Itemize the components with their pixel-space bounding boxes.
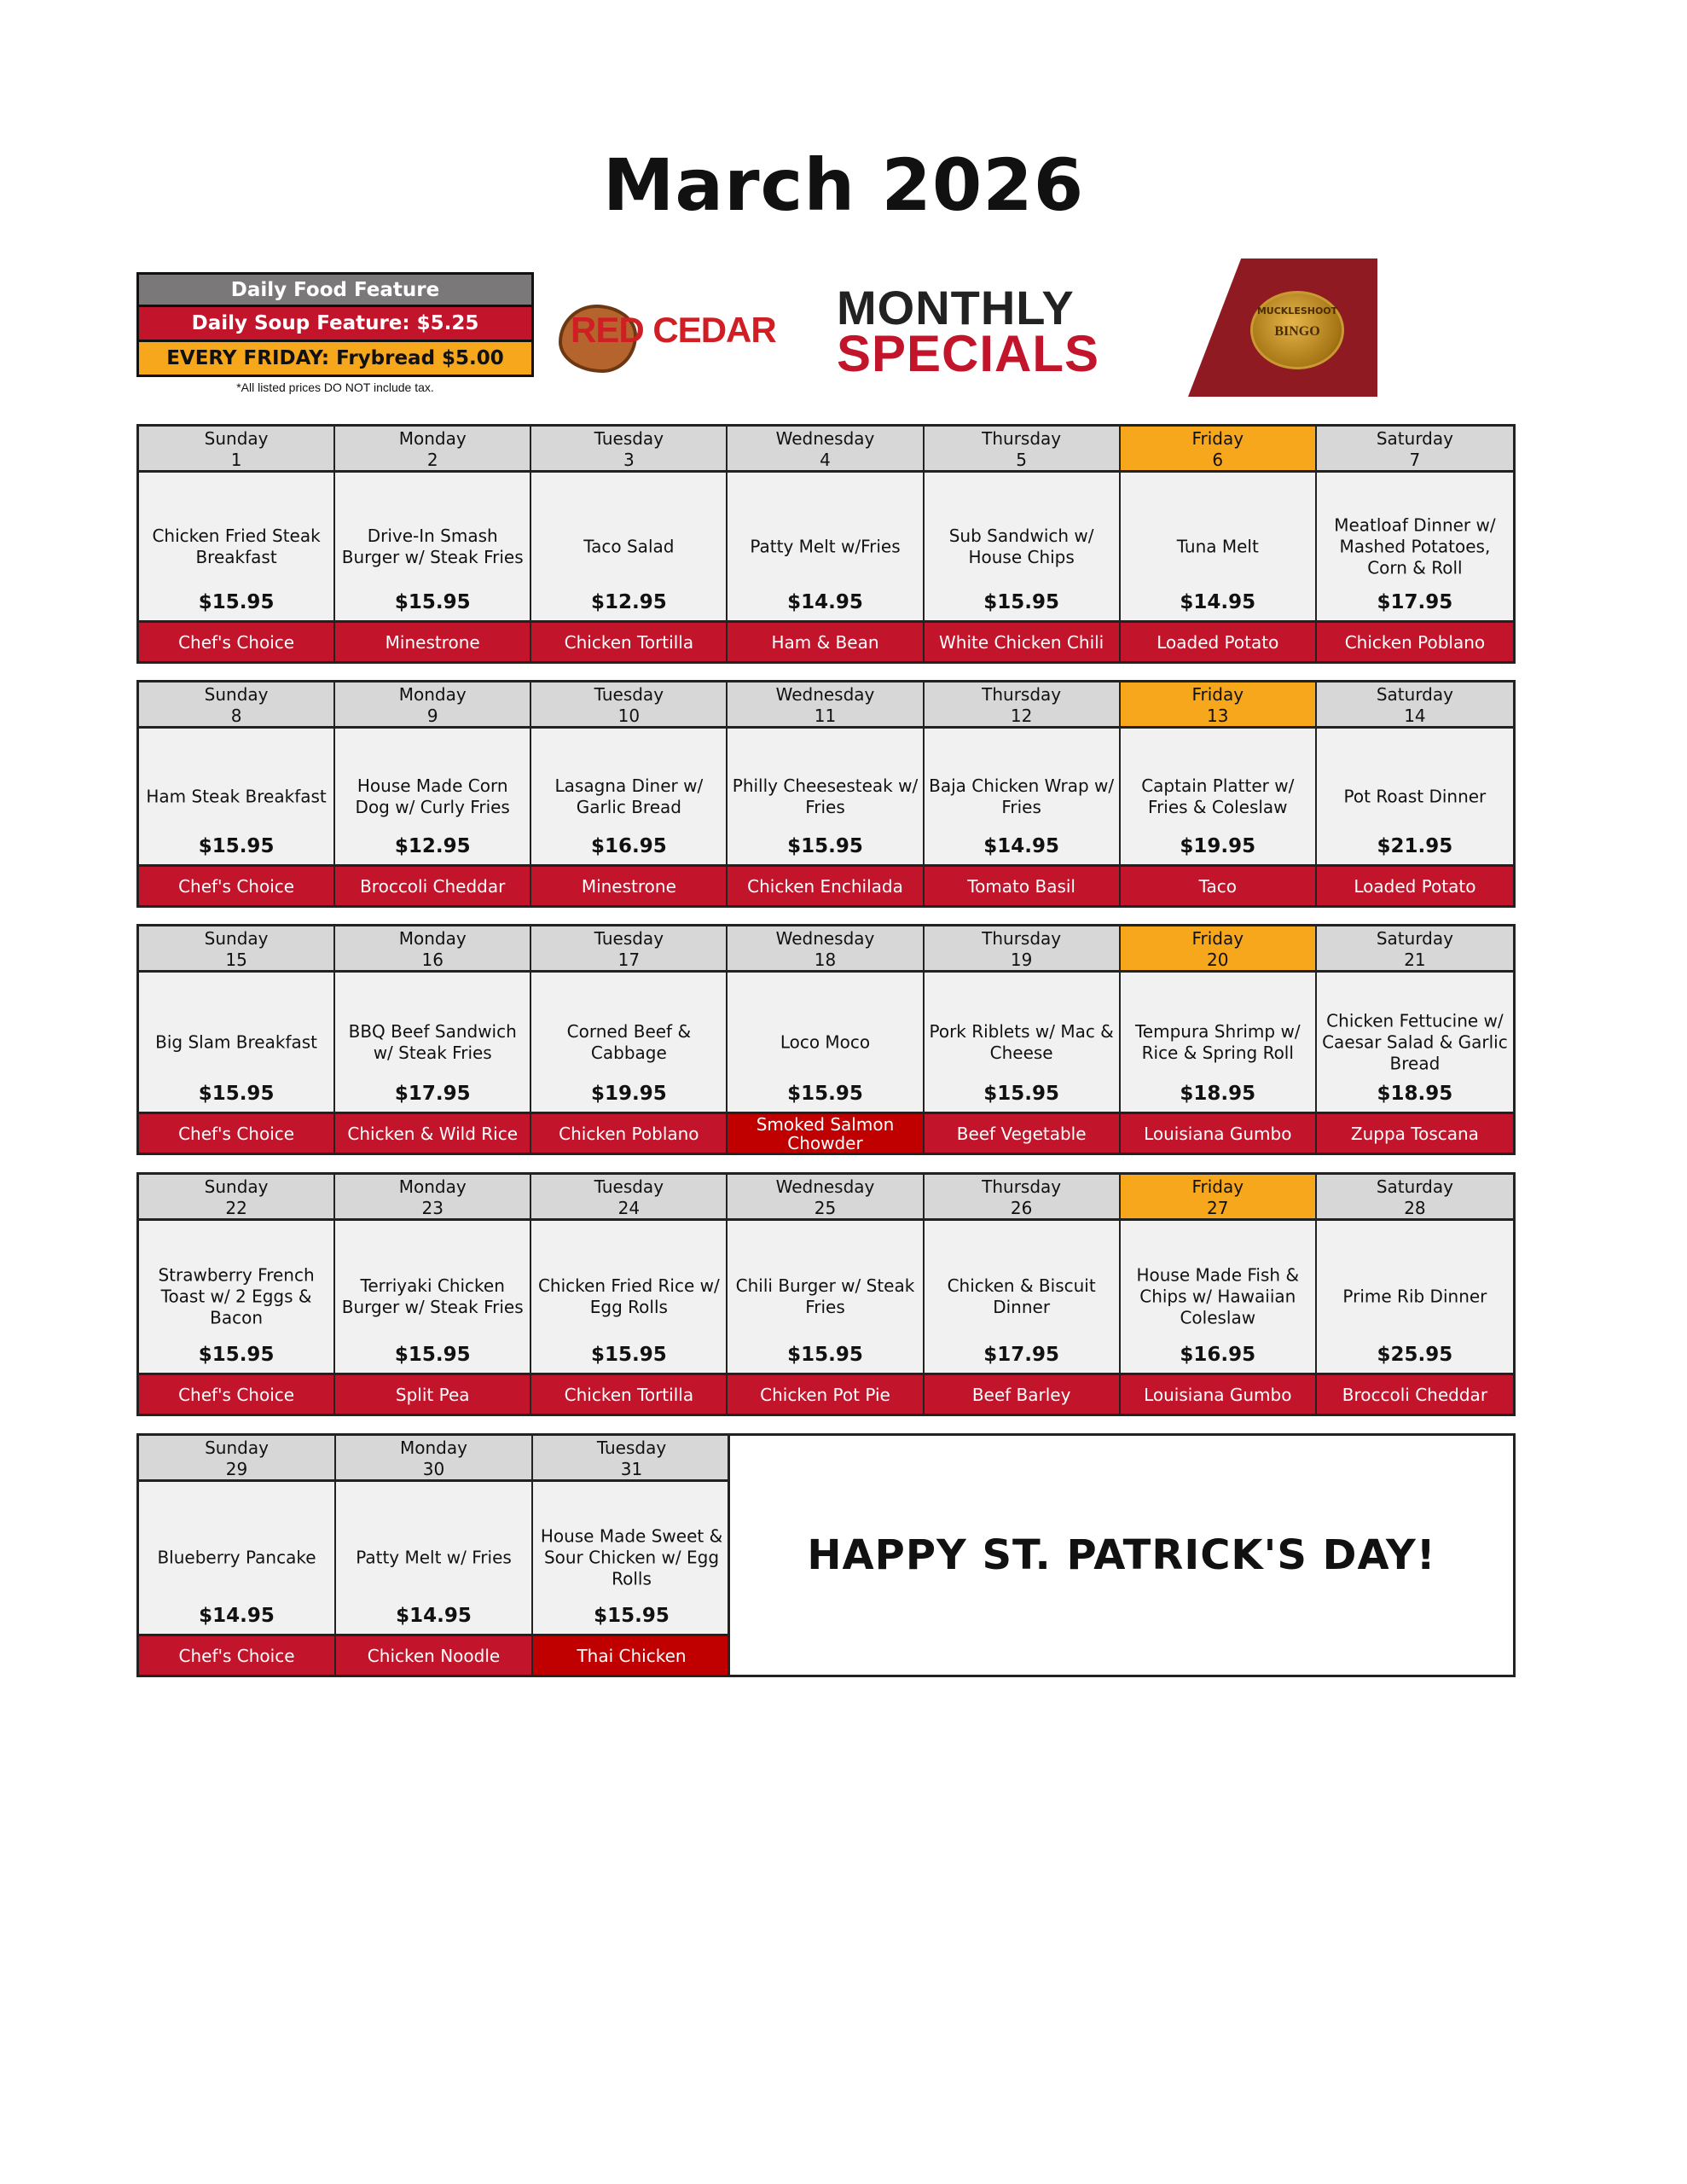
food-price: $17.95 <box>1377 591 1453 613</box>
food-name: Loco Moco <box>780 1031 871 1052</box>
food-name: House Made Corn Dog w/ Curly Fries <box>355 775 510 817</box>
day-of-week: Monday <box>398 428 467 449</box>
soup-feature: White Chicken Chili <box>925 620 1119 661</box>
day-cell <box>728 1175 924 1414</box>
food-feature <box>531 973 726 1112</box>
food-price: $14.95 <box>983 835 1060 857</box>
day-cell <box>1121 682 1317 905</box>
day-number: 20 <box>1207 950 1229 970</box>
food-price: $15.95 <box>198 1083 275 1105</box>
day-header <box>533 1436 730 1482</box>
food-feature <box>531 729 726 864</box>
soup-feature: Chef's Choice <box>139 864 333 905</box>
food-feature <box>728 973 922 1112</box>
day-of-week: Wednesday <box>775 684 875 705</box>
day-cell <box>1317 1175 1513 1414</box>
food-price: $15.95 <box>394 591 471 613</box>
banner-line-1: MONTHLY <box>837 281 1075 334</box>
day-header <box>1121 1175 1315 1221</box>
food-feature <box>1121 473 1315 620</box>
day-of-week: Saturday <box>1376 684 1453 705</box>
day-header <box>728 427 922 473</box>
soup-feature: Louisiana Gumbo <box>1121 1373 1315 1414</box>
day-of-week: Tuesday <box>596 1438 667 1458</box>
legend-soup-feature: Daily Soup Feature: $5.25 <box>136 307 534 342</box>
food-price: $14.95 <box>1180 591 1256 613</box>
food-price: $16.95 <box>590 835 667 857</box>
day-of-week: Thursday <box>982 928 1062 949</box>
food-name: Patty Melt w/Fries <box>750 536 901 556</box>
day-number: 18 <box>814 950 837 970</box>
food-name: House Made Fish & Chips w/ Hawaiian Coleslaw <box>1136 1264 1300 1328</box>
food-price: $21.95 <box>1377 835 1453 857</box>
bingo-seal-icon <box>1250 291 1344 369</box>
day-of-week: Friday <box>1191 1176 1244 1197</box>
food-name: Meatloaf Dinner w/ Mashed Potatoes, Corn & Roll <box>1334 514 1496 578</box>
day-header <box>1317 1175 1513 1221</box>
food-price: $15.95 <box>983 1083 1060 1105</box>
food-price: $15.95 <box>198 591 275 613</box>
day-header <box>139 926 333 973</box>
food-price: $17.95 <box>983 1344 1060 1366</box>
food-feature <box>925 1221 1119 1373</box>
food-price: $15.95 <box>198 1344 275 1366</box>
day-number: 14 <box>1404 706 1426 726</box>
food-name: Tempura Shrimp w/ Rice & Spring Roll <box>1134 1020 1301 1063</box>
food-price: $15.95 <box>787 835 863 857</box>
day-header <box>925 1175 1119 1221</box>
food-name: Strawberry French Toast w/ 2 Eggs & Bacon <box>158 1264 315 1328</box>
legend-food-feature: Daily Food Feature <box>136 272 534 307</box>
food-feature <box>1317 729 1513 864</box>
food-name: Big Slam Breakfast <box>155 1031 318 1052</box>
food-price: $15.95 <box>590 1344 667 1366</box>
tax-note: *All listed prices DO NOT include tax. <box>236 380 434 394</box>
day-header <box>531 1175 726 1221</box>
soup-feature: Chef's Choice <box>139 1634 334 1675</box>
day-number: 7 <box>1409 450 1421 470</box>
day-number: 24 <box>617 1198 641 1218</box>
soup-feature: Chicken Poblano <box>1317 620 1513 661</box>
food-name: Baja Chicken Wrap w/ Fries <box>929 775 1115 817</box>
day-cell <box>1317 926 1513 1153</box>
day-of-week: Thursday <box>982 428 1062 449</box>
day-cell <box>728 427 924 661</box>
food-price: $15.95 <box>198 835 275 857</box>
day-header <box>139 682 333 729</box>
food-feature <box>139 473 333 620</box>
day-of-week: Friday <box>1191 428 1244 449</box>
food-feature <box>728 1221 922 1373</box>
soup-feature: Chicken Pot Pie <box>728 1373 922 1414</box>
day-cell <box>139 1175 335 1414</box>
food-feature <box>335 729 530 864</box>
day-header <box>139 1436 334 1482</box>
day-header <box>335 1175 530 1221</box>
food-name: Tuna Melt <box>1176 536 1259 556</box>
week-row <box>136 680 1516 908</box>
food-price: $15.95 <box>594 1605 670 1627</box>
soup-feature: Louisiana Gumbo <box>1121 1112 1315 1153</box>
day-cell <box>925 427 1121 661</box>
day-number: 1 <box>230 450 242 470</box>
day-number: 26 <box>1010 1198 1033 1218</box>
food-price: $19.95 <box>590 1083 667 1105</box>
legend <box>136 272 534 394</box>
food-price: $15.95 <box>787 1344 863 1366</box>
monthly-specials-banner <box>540 258 1377 397</box>
food-name: Captain Platter w/ Fries & Coleslaw <box>1141 775 1295 817</box>
food-feature <box>336 1482 531 1634</box>
day-header <box>1121 682 1315 729</box>
food-price: $14.95 <box>787 591 863 613</box>
food-feature <box>1317 1221 1513 1373</box>
day-header <box>925 926 1119 973</box>
soup-feature: Minestrone <box>335 620 530 661</box>
soup-feature: Chicken Tortilla <box>531 1373 726 1414</box>
day-cell <box>531 926 728 1153</box>
day-cell <box>925 682 1121 905</box>
food-feature <box>1121 973 1315 1112</box>
food-name: Pork Riblets w/ Mac & Cheese <box>929 1020 1114 1063</box>
food-feature <box>1317 473 1513 620</box>
food-feature <box>139 729 333 864</box>
day-number: 3 <box>623 450 635 470</box>
day-header <box>728 926 922 973</box>
day-cell <box>531 682 728 905</box>
red-cedar-logo: RED CEDAR <box>571 310 776 350</box>
soup-feature: Split Pea <box>335 1373 530 1414</box>
day-number: 15 <box>225 950 247 970</box>
day-cell <box>925 1175 1121 1414</box>
day-number: 12 <box>1010 706 1033 726</box>
day-header <box>925 682 1119 729</box>
food-name: Blueberry Pancake <box>157 1547 316 1568</box>
soup-feature: Loaded Potato <box>1317 864 1513 905</box>
food-name: Drive-In Smash Burger w/ Steak Fries <box>341 525 524 567</box>
day-of-week: Sunday <box>205 1438 269 1458</box>
day-number: 2 <box>426 450 438 470</box>
day-cell <box>1317 682 1513 905</box>
seal-top-text: MUCKLESHOOT <box>1256 305 1338 317</box>
day-cell <box>139 682 335 905</box>
soup-feature: Thai Chicken <box>533 1634 730 1675</box>
day-cell <box>335 427 531 661</box>
day-of-week: Monday <box>398 684 467 705</box>
week-row <box>136 1172 1516 1416</box>
week-row <box>136 424 1516 664</box>
day-number: 23 <box>421 1198 443 1218</box>
soup-feature: Chicken Poblano <box>531 1112 726 1153</box>
soup-feature: Beef Vegetable <box>925 1112 1119 1153</box>
day-number: 9 <box>426 706 438 726</box>
food-feature <box>139 1221 333 1373</box>
day-number: 19 <box>1010 950 1033 970</box>
food-feature <box>139 1482 334 1634</box>
day-header <box>531 926 726 973</box>
day-number: 27 <box>1207 1198 1229 1218</box>
day-number: 31 <box>620 1459 643 1479</box>
day-cell <box>533 1436 730 1675</box>
day-number: 30 <box>422 1459 445 1479</box>
food-feature <box>533 1482 730 1634</box>
day-header <box>531 682 726 729</box>
food-price: $25.95 <box>1377 1344 1453 1366</box>
day-of-week: Friday <box>1191 928 1244 949</box>
day-of-week: Sunday <box>204 428 269 449</box>
day-cell <box>335 682 531 905</box>
food-feature <box>728 729 922 864</box>
day-cell <box>531 427 728 661</box>
food-name: Corned Beef & Cabbage <box>566 1020 692 1063</box>
day-of-week: Friday <box>1191 684 1244 705</box>
day-cell <box>336 1436 533 1675</box>
day-of-week: Tuesday <box>594 1176 664 1197</box>
day-header <box>335 682 530 729</box>
day-header <box>1317 682 1513 729</box>
day-cell <box>335 926 531 1153</box>
food-name: Ham Steak Breakfast <box>146 786 327 806</box>
day-number: 25 <box>814 1198 837 1218</box>
food-name: Patty Melt w/ Fries <box>356 1547 512 1568</box>
day-number: 22 <box>225 1198 247 1218</box>
day-header <box>1121 926 1315 973</box>
day-of-week: Wednesday <box>775 428 875 449</box>
day-number: 5 <box>1016 450 1027 470</box>
food-feature <box>925 729 1119 864</box>
page-title: March 2026 <box>602 143 1085 227</box>
day-of-week: Sunday <box>204 928 269 949</box>
food-price: $12.95 <box>590 591 667 613</box>
soup-feature: Broccoli Cheddar <box>335 864 530 905</box>
day-header <box>336 1436 531 1482</box>
soup-feature: Tomato Basil <box>925 864 1119 905</box>
day-cell <box>1121 427 1317 661</box>
day-number: 28 <box>1404 1198 1426 1218</box>
food-name: Chicken Fried Steak Breakfast <box>152 525 321 567</box>
day-header <box>925 427 1119 473</box>
soup-feature: Chef's Choice <box>139 620 333 661</box>
food-name: Chili Burger w/ Steak Fries <box>735 1275 915 1317</box>
food-name: Pot Roast Dinner <box>1343 786 1487 806</box>
soup-feature: Ham & Bean <box>728 620 922 661</box>
soup-feature: Broccoli Cheddar <box>1317 1373 1513 1414</box>
day-header <box>335 427 530 473</box>
food-feature <box>1121 1221 1315 1373</box>
day-of-week: Tuesday <box>594 928 664 949</box>
day-header <box>728 682 922 729</box>
day-cell <box>1121 1175 1317 1414</box>
food-name: Chicken Fettucine w/ Caesar Salad & Garlic Bread <box>1322 1010 1508 1073</box>
day-number: 8 <box>230 706 242 726</box>
food-feature <box>925 973 1119 1112</box>
day-of-week: Wednesday <box>775 1176 875 1197</box>
day-cell <box>1121 926 1317 1153</box>
seal-bottom-text: BINGO <box>1274 324 1320 339</box>
day-cell <box>139 926 335 1153</box>
food-price: $14.95 <box>199 1605 275 1627</box>
soup-feature: Chef's Choice <box>139 1373 333 1414</box>
day-header <box>728 1175 922 1221</box>
banner-line-2: SPECIALS <box>837 325 1100 382</box>
food-price: $14.95 <box>396 1605 472 1627</box>
day-cell <box>335 1175 531 1414</box>
day-number: 10 <box>617 706 641 726</box>
food-feature <box>1121 729 1315 864</box>
food-feature <box>1317 973 1513 1112</box>
food-price: $15.95 <box>787 1083 863 1105</box>
day-header <box>1317 427 1513 473</box>
day-number: 4 <box>820 450 831 470</box>
soup-feature: Chicken Noodle <box>336 1634 531 1675</box>
legend-friday-frybread: EVERY FRIDAY: Frybread $5.00 <box>136 342 534 377</box>
day-of-week: Thursday <box>982 1176 1062 1197</box>
soup-feature: Chef's Choice <box>139 1112 333 1153</box>
food-price: $19.95 <box>1180 835 1256 857</box>
food-price: $15.95 <box>983 591 1060 613</box>
soup-feature: Chicken & Wild Rice <box>335 1112 530 1153</box>
day-cell <box>925 926 1121 1153</box>
food-name: Philly Cheesesteak w/ Fries <box>732 775 919 817</box>
food-feature <box>925 473 1119 620</box>
day-number: 29 <box>225 1459 248 1479</box>
food-name: Chicken Fried Rice w/ Egg Rolls <box>537 1275 720 1317</box>
food-price: $18.95 <box>1180 1083 1256 1105</box>
food-name: Taco Salad <box>583 536 675 556</box>
food-price: $17.95 <box>394 1083 471 1105</box>
day-cell <box>1317 427 1513 661</box>
food-price: $16.95 <box>1180 1344 1256 1366</box>
day-number: 13 <box>1207 706 1229 726</box>
food-name: Chicken & Biscuit Dinner <box>947 1275 1096 1317</box>
day-number: 16 <box>421 950 443 970</box>
food-feature <box>728 473 922 620</box>
day-header <box>1317 926 1513 973</box>
food-price: $12.95 <box>394 835 471 857</box>
day-cell <box>139 427 335 661</box>
food-price: $18.95 <box>1377 1083 1453 1105</box>
day-of-week: Tuesday <box>594 428 664 449</box>
week-row <box>136 924 1516 1155</box>
day-of-week: Saturday <box>1376 928 1453 949</box>
food-name: Prime Rib Dinner <box>1342 1286 1487 1307</box>
day-cell <box>139 1436 336 1675</box>
day-of-week: Thursday <box>982 684 1062 705</box>
day-header <box>1121 427 1315 473</box>
soup-feature: Loaded Potato <box>1121 620 1315 661</box>
day-header <box>335 926 530 973</box>
day-cell <box>728 682 924 905</box>
day-of-week: Sunday <box>204 1176 269 1197</box>
holiday-message: HAPPY ST. PATRICK'S DAY! <box>728 1433 1516 1677</box>
day-of-week: Tuesday <box>594 684 664 705</box>
day-number: 17 <box>617 950 641 970</box>
soup-feature: Taco <box>1121 864 1315 905</box>
day-cell <box>728 926 924 1153</box>
food-feature <box>531 473 726 620</box>
week-row <box>136 1433 733 1677</box>
soup-feature: Beef Barley <box>925 1373 1119 1414</box>
soup-feature: Chicken Tortilla <box>531 620 726 661</box>
day-header <box>139 1175 333 1221</box>
day-of-week: Saturday <box>1376 428 1453 449</box>
day-number: 21 <box>1404 950 1426 970</box>
day-header <box>139 427 333 473</box>
soup-feature: Smoked Salmon Chowder <box>728 1112 922 1153</box>
food-name: Lasagna Diner w/ Garlic Bread <box>554 775 704 817</box>
day-of-week: Monday <box>398 1176 467 1197</box>
food-name: House Made Sweet & Sour Chicken w/ Egg Rolls <box>540 1525 723 1589</box>
day-header <box>531 427 726 473</box>
day-of-week: Monday <box>400 1438 467 1458</box>
food-feature <box>335 973 530 1112</box>
day-number: 6 <box>1212 450 1224 470</box>
food-name: Terriyaki Chicken Burger w/ Steak Fries <box>341 1275 524 1317</box>
day-of-week: Sunday <box>204 684 269 705</box>
soup-feature: Chicken Enchilada <box>728 864 922 905</box>
day-of-week: Wednesday <box>775 928 875 949</box>
soup-feature: Minestrone <box>531 864 726 905</box>
day-of-week: Saturday <box>1376 1176 1453 1197</box>
food-feature <box>139 973 333 1112</box>
day-number: 11 <box>814 706 837 726</box>
food-price: $15.95 <box>394 1344 471 1366</box>
food-feature <box>335 473 530 620</box>
food-name: BBQ Beef Sandwich w/ Steak Fries <box>348 1020 517 1063</box>
day-cell <box>531 1175 728 1414</box>
day-of-week: Monday <box>398 928 467 949</box>
food-feature <box>335 1221 530 1373</box>
food-name: Sub Sandwich w/ House Chips <box>948 525 1094 567</box>
food-feature <box>531 1221 726 1373</box>
soup-feature: Zuppa Toscana <box>1317 1112 1513 1153</box>
